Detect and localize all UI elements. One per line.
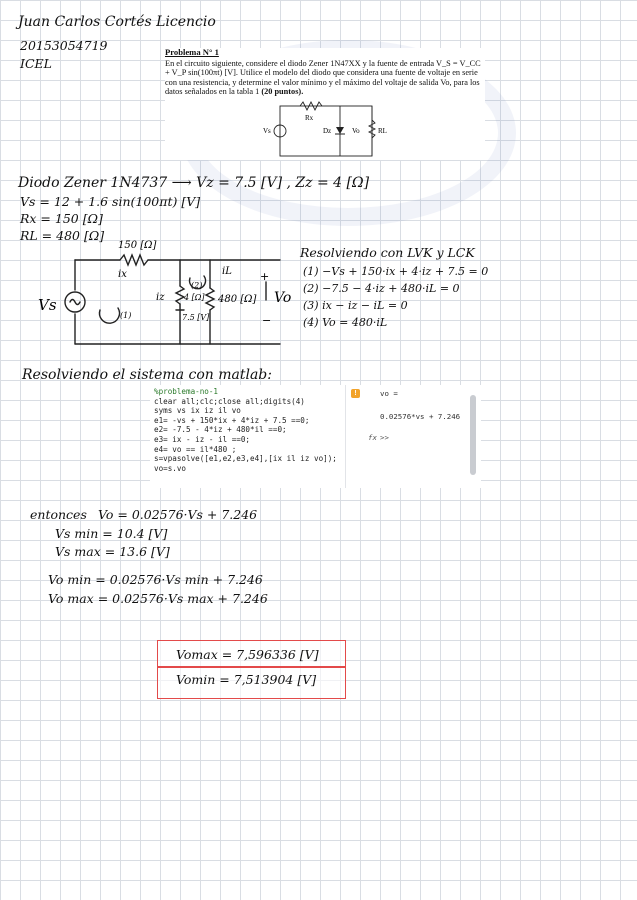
code-line-9: vo=s.vo — [154, 463, 187, 473]
equations-title: Resolviendo con LVK y LCK — [300, 245, 475, 260]
code-line-7: e4= vo == il*480 ; — [154, 444, 237, 454]
code-line-2: clear all;clc;close all;digits(4) — [154, 396, 305, 406]
circuit-label-vs: Vs — [263, 127, 271, 135]
sketch-label-4ohm: 4 [Ω] — [184, 293, 205, 302]
sketch-label-ix: ix — [118, 269, 127, 280]
conclusion-lead: entonces — [30, 507, 87, 522]
vo-min-equation: Vo min = 0.02576·Vs min + 7.246 — [48, 572, 263, 587]
fx-icon: fx — [368, 433, 377, 442]
sketch-plus: + — [260, 270, 270, 283]
problem-title: Problema N° 1 — [165, 48, 219, 57]
code-line-1: %problema-no-1 — [154, 387, 219, 396]
sketch-label-iz: iz — [156, 292, 165, 303]
equation-4: (4) Vo = 480·iL — [303, 316, 388, 329]
sketch-minus: − — [262, 314, 272, 327]
output-label: vo = — [380, 389, 398, 398]
problem-points: (20 puntos). — [261, 87, 304, 97]
sketch-label-vo: Vo — [274, 290, 292, 306]
code-line-5: e2= -7.5 - 4*iz + 480*il ==0; — [154, 425, 287, 435]
equation-3: (3) ix − iz − iL = 0 — [303, 299, 408, 312]
problem-text: En el circuito siguiente, considere el diodo Zener 1N47XX y la fuente de entrada V_S = V_CC + V_P sin(100πt) [V]. Utilice el modelo del diodo que considera una fuente de voltaje en serie con una resistencia, y determine el valor mínimo y el máximo del voltaje de salida Vo, para los datos señalados en la tabla 1 (20 puntos). — [165, 58, 481, 97]
sketch-label-loop2: (2) — [191, 281, 203, 290]
sketch-label-il: iL — [222, 266, 232, 277]
vs-definition: Vs = 12 + 1.6 sin(100πt) [V] — [20, 194, 201, 209]
sketch-label-150: 150 [Ω] — [118, 240, 157, 251]
problem-statement — [165, 48, 485, 160]
zener-spec: Diodo Zener 1N4737 ⟶ Vz = 7.5 [V] , Zz = 4 [Ω] — [18, 175, 370, 191]
sketch-label-vs: Vs — [38, 296, 57, 314]
result-divider — [158, 666, 345, 668]
code-line-8: s=vpasolve([e1,e2,e3,e4],[ix il iz vo]); — [154, 454, 337, 464]
vo-max-result: Vomax = 7,596336 [V] — [176, 647, 319, 662]
sketch-label-480: 480 [Ω] — [218, 294, 257, 305]
circuit-label-vo: Vo — [352, 127, 360, 135]
problem-circuit-diagram — [165, 98, 485, 160]
circuit-label-rx: Rx — [305, 114, 314, 122]
code-line-4: e1= -vs + 150*ix + 4*iz + 7.5 ==0; — [154, 415, 310, 425]
circuit-label-rl: RL — [378, 127, 387, 135]
sketch-label-loop1: (1) — [120, 311, 132, 320]
warning-icon: ! — [351, 389, 360, 398]
equation-2: (2) −7.5 − 4·iz + 480·iL = 0 — [303, 282, 460, 295]
program-name: ICEL — [20, 56, 52, 71]
output-value: 0.02576*vs + 7.246 — [380, 412, 461, 421]
author-name: Juan Carlos Cortés Licencio — [18, 14, 216, 30]
equation-1: (1) −Vs + 150·ix + 4·iz + 7.5 = 0 — [303, 265, 489, 278]
rl-value: RL = 480 [Ω] — [20, 228, 105, 243]
vs-min: Vs min = 10.4 [V] — [55, 526, 168, 541]
matlab-command-window — [345, 385, 481, 488]
vo-expression: Vo = 0.02576·Vs + 7.246 — [98, 507, 258, 522]
matlab-heading: Resolviendo el sistema con matlab: — [22, 367, 272, 383]
circuit-sketch — [30, 238, 330, 358]
editor-scrollbar[interactable] — [470, 395, 476, 475]
result-box — [157, 640, 346, 699]
command-prompt[interactable]: >> — [380, 433, 389, 442]
code-line-3: syms vs ix iz il vo — [154, 406, 241, 416]
sketch-label-75v: 7.5 [V] — [182, 313, 210, 322]
student-id: 20153054719 — [20, 38, 108, 53]
code-line-6: e3= ix - iz - il ==0; — [154, 434, 251, 444]
vo-min-result: Vomin = 7,513904 [V] — [176, 672, 317, 687]
rx-value: Rx = 150 [Ω] — [20, 211, 103, 226]
circuit-label-dz: Dz — [323, 127, 332, 135]
vo-max-equation: Vo max = 0.02576·Vs max + 7.246 — [48, 591, 268, 606]
vs-max: Vs max = 13.6 [V] — [55, 544, 170, 559]
